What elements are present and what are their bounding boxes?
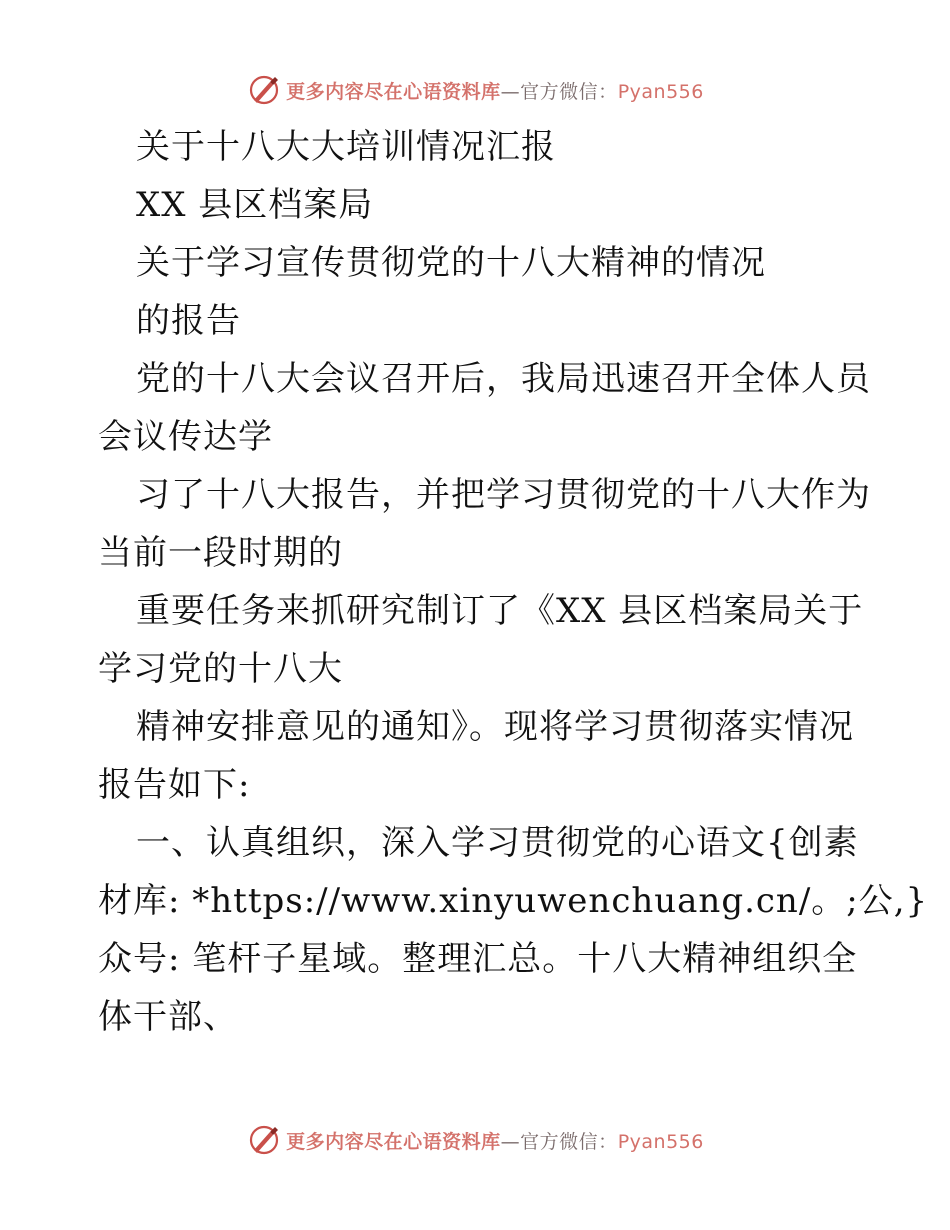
banner-title: 更多内容尽在心语资料库: [286, 1130, 501, 1153]
paragraph-line: 当前一段时期的: [98, 533, 343, 573]
banner-text: [286, 1127, 704, 1154]
pen-logo-icon: [246, 1122, 282, 1158]
doc-issuer: XX 县区档案局: [136, 185, 374, 225]
paragraph-line: 报告如下:: [98, 765, 251, 805]
paragraph-line: 党的十八大会议召开后，我局迅速召开全体人员: [136, 359, 871, 399]
doc-subtitle-line: 的报告: [136, 301, 241, 341]
banner-wechat-id: Pyan556: [617, 1130, 704, 1153]
paragraph-line: 体干部、: [98, 997, 238, 1037]
pen-logo-icon: [246, 72, 282, 108]
doc-title: 关于十八大大培训情况汇报: [136, 127, 556, 167]
paragraph-line: 一、认真组织，深入学习贯彻党的心语文{创素: [136, 823, 859, 863]
banner-text: [286, 77, 704, 104]
paragraph-line: 众号: 笔杆子星域。整理汇总。十八大精神组织全: [98, 939, 858, 979]
header-banner: [0, 70, 950, 110]
paragraph-line: 精神安排意见的通知》。现将学习贯彻落实情况: [136, 707, 854, 747]
paragraph-line: 习了十八大报告，并把学习贯彻党的十八大作为: [136, 475, 871, 515]
footer-banner: [0, 1120, 950, 1160]
banner-title: 更多内容尽在心语资料库: [286, 80, 501, 103]
banner-label: —官方微信：: [500, 1130, 618, 1153]
document-body: [98, 118, 929, 1046]
doc-subtitle-line: 关于学习宣传贯彻党的十八大精神的情况: [136, 243, 766, 283]
banner-wechat-id: Pyan556: [617, 80, 704, 103]
paragraph-line: 会议传达学: [98, 417, 273, 457]
banner-label: —官方微信：: [500, 80, 618, 103]
paragraph-line: 重要任务来抓研究制订了《XX 县区档案局关于: [136, 591, 864, 631]
paragraph-line: 学习党的十八大: [98, 649, 343, 689]
paragraph-line: 材库: *https://www.xinyuwenchuang.cn/。;公,}: [98, 881, 929, 921]
